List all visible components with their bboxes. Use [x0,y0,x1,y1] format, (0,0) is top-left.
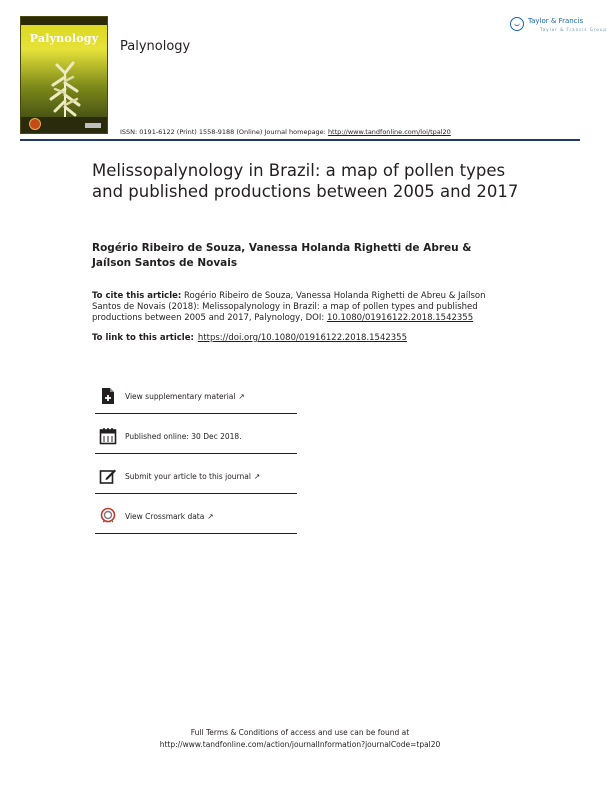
issn-line [120,128,451,136]
published-online-label: Published online: 30 Dec 2018. [125,432,242,441]
external-link-icon: ↗ [238,392,245,401]
crossmark-icon [99,507,117,525]
crossmark-row[interactable] [95,494,297,534]
terms-footer-line-1: Full Terms & Conditions of access and use can be found at [190,728,410,737]
external-link-icon: ↗ [207,512,214,521]
article-link-line [92,333,407,343]
society-seal-icon [29,118,41,130]
view-supplementary-row[interactable] [95,374,297,414]
submit-article-label: Submit your article to this journal ↗ [125,472,261,481]
header-divider [20,139,580,141]
journal-name[interactable]: Palynology [120,39,191,54]
article-doi-link[interactable]: https://doi.org/10.1080/01916122.2018.1542355 [197,333,407,343]
published-online-row [95,414,297,454]
terms-footer-link[interactable]: http://www.tandfonline.com/action/journalInformation?journalCode=tpal20 [159,740,441,749]
view-supplementary-label: View supplementary material ↗ [125,392,245,401]
submit-article-row[interactable] [95,454,297,494]
edit-icon [99,467,117,485]
cover-top-band [21,17,107,25]
publisher-logo-subtext: Taylor & Francis Group [540,27,607,32]
calendar-icon [99,427,117,445]
publisher-logo[interactable] [510,16,607,38]
terms-footer [0,727,600,751]
cover-plant-illustration [43,55,87,123]
supplementary-file-icon [99,387,117,405]
publisher-logo-text: Taylor & Francis [528,17,584,25]
citation-label: To cite this article: [92,291,182,301]
article-link-label: To link to this article: [92,333,194,343]
article-title: Melissopalynology in Brazil: a map of pollen types and published productions between 2005 and 2017 [92,161,519,201]
external-link-icon: ↗ [253,472,261,481]
cover-journal-title: Palynology [29,32,99,45]
cover-footer-band [21,117,107,133]
publisher-logo-icon [510,17,524,31]
crossmark-label: View Crossmark data ↗ [125,512,214,521]
article-authors: Rogério Ribeiro de Souza, Vanessa Holanda Righetti de Abreu & Jaílson Santos de Novais [92,242,472,269]
citation-doi-link[interactable]: 10.1080/01916122.2018.1542355 [326,313,474,323]
journal-cover[interactable] [20,16,108,134]
issn-text: ISSN: 0191-6122 (Print) 1558-9188 (Online) Journal homepage: [120,128,328,136]
publisher-mark-icon [85,123,101,128]
citation-text: Rogério Ribeiro de Souza, Vanessa Holanda Righetti de Abreu & Jaílson Santos de Novais (2018): Melissopalynology in Brazil: a map of pollen types and published productions between 2005 and 2017, Palynology, DOI: [92,291,486,323]
journal-homepage-link[interactable]: http://www.tandfonline.com/loi/tpal20 [327,128,451,136]
citation-block [92,291,512,324]
